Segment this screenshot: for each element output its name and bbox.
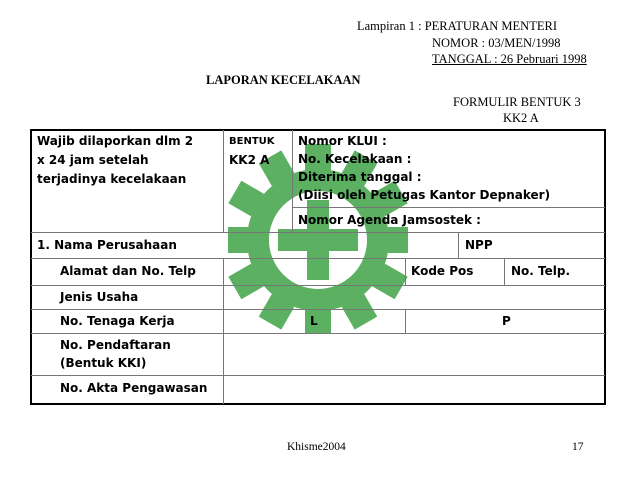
tenaga-kerja-label: No. Tenaga Kerja <box>60 314 175 328</box>
page-title: LAPORAN KECELAKAAN <box>206 73 361 87</box>
klui-label: Nomor KLUI : <box>298 134 387 148</box>
alamat-label: Alamat dan No. Telp <box>60 264 196 278</box>
divider <box>31 333 605 334</box>
lampiran-text: Lampiran 1 : PERATURAN MENTERI <box>357 19 557 33</box>
divider <box>292 130 293 232</box>
pendaftaran-label: No. Pendaftaran <box>60 338 171 352</box>
divider <box>458 232 459 258</box>
divider <box>31 375 605 376</box>
divider <box>31 309 605 310</box>
npp-label: NPP <box>465 238 493 252</box>
divider <box>405 309 406 333</box>
nama-perusahaan-label: 1. Nama Perusahaan <box>37 238 177 252</box>
kecelakaan-label: No. Kecelakaan : <box>298 152 412 166</box>
formulir-text: FORMULIR BENTUK 3 <box>453 95 581 109</box>
divider <box>292 207 605 208</box>
footer-text: Khisme2004 <box>287 441 346 453</box>
pendaftaran-sub-label: (Bentuk KKI) <box>60 356 147 370</box>
divider <box>223 258 224 404</box>
wajib-line2: x 24 jam setelah <box>37 153 149 167</box>
divider <box>504 258 505 285</box>
wajib-line1: Wajib dilaporkan dlm 2 <box>37 134 194 148</box>
diterima-label: Diterima tanggal : <box>298 170 422 184</box>
bentuk-label: BENTUK <box>229 136 275 147</box>
divider <box>223 130 224 232</box>
akta-label: No. Akta Pengawasan <box>60 381 208 395</box>
bentuk-value: KK2 A <box>229 153 270 167</box>
divider <box>31 285 605 286</box>
kode-pos-label: Kode Pos <box>411 264 474 278</box>
page-number: 17 <box>572 441 584 453</box>
divider <box>31 258 605 259</box>
kk2a-text: KK2 A <box>503 111 539 125</box>
nomor-text: NOMOR : 03/MEN/1998 <box>432 36 561 50</box>
wajib-line3: terjadinya kecelakaan <box>37 172 187 186</box>
jenis-usaha-label: Jenis Usaha <box>60 290 139 304</box>
divider <box>31 232 605 233</box>
laki-label: L <box>310 314 318 328</box>
tanggal-text: TANGGAL : 26 Pebruari 1998 <box>432 52 587 66</box>
diisi-note: (Diisi oleh Petugas Kantor Depnaker) <box>298 188 551 202</box>
no-telp-label: No. Telp. <box>511 264 571 278</box>
divider <box>405 258 406 285</box>
agenda-label: Nomor Agenda Jamsostek : <box>298 213 481 227</box>
perempuan-label: P <box>502 314 511 328</box>
